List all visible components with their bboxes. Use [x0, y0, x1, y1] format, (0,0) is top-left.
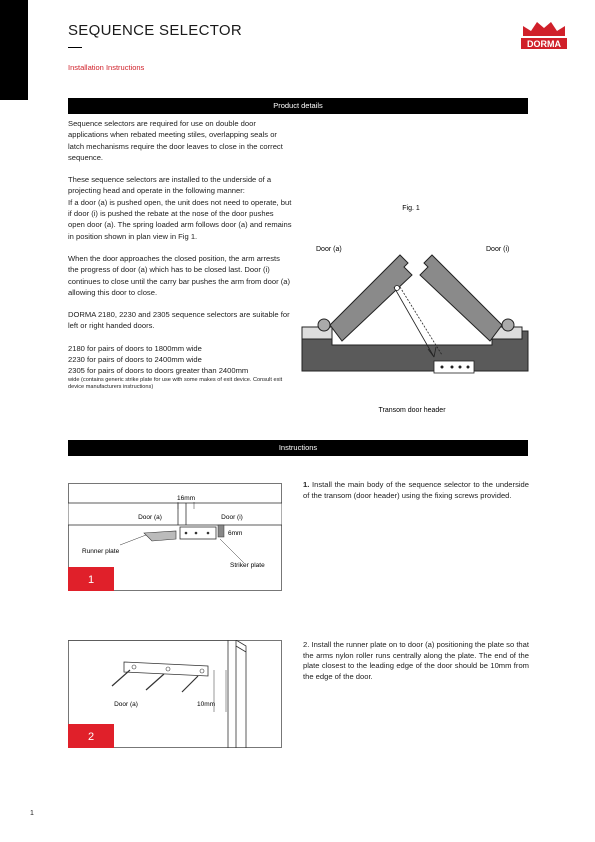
paragraph-3: If a door (a) is pushed open, the unit does not need to operate, but if door (i) is pushed the rebate at the nose of the door pushes open door (a). The spring loaded arm follows door (a) and remains in position shown in plan view in Fig 1.: [68, 197, 292, 241]
side-tab: [0, 0, 28, 100]
paragraph-1: Sequence selectors are required for use on double door applications when rebated meeting stiles, overlapping seals or latch mechanisms require the door leaves to close in the correct sequence.: [68, 119, 283, 162]
page-title: SEQUENCE SELECTOR: [68, 22, 243, 39]
step1-door-i-label: Door (i): [221, 514, 243, 521]
product-details-heading: Product details: [68, 98, 528, 114]
step2-door-a-label: Door (a): [114, 701, 138, 708]
step2-number: 2: [87, 731, 95, 743]
dim-6mm: 6mm: [228, 530, 243, 537]
product-description: [68, 118, 292, 391]
dim-10mm: 10mm: [196, 701, 216, 708]
step1-door-a-label: Door (a): [138, 514, 162, 521]
left-hinge: [318, 319, 330, 331]
paragraph-2: These sequence selectors are installed to the underside of a projecting head and operate in the following manner:: [68, 175, 272, 196]
step1-lead: 1.: [303, 480, 310, 489]
fig1-diagram: [296, 195, 536, 425]
fig1-transom-label: Transom door header: [378, 407, 446, 414]
fig1-door-i: [420, 255, 502, 341]
paragraph-5: DORMA 2180, 2230 and 2305 sequence selectors are suitable for left or right handed doors.: [68, 310, 290, 331]
dim-16mm: 16mm: [176, 495, 196, 502]
step2-text: 2. Install the runner plate on to door (a) positioning the plate so that the arms nylon roller runs centrally along the plate. The end of the plate closest to the leading edge of the door should be 10mm from the edge of the door.: [303, 640, 529, 682]
door-header: [68, 503, 282, 525]
instructions-heading: Instructions: [68, 440, 528, 456]
step1-body: Install the main body of the sequence selector to the underside of the transom (door header) using the fixing screws provided.: [303, 480, 529, 500]
fig1-door-i-label: Door (i): [486, 246, 510, 253]
striker-plate-label: Striker plate: [230, 562, 265, 569]
runner-plate-label: Runner plate: [82, 548, 120, 555]
page-number: 1: [30, 810, 34, 817]
fig1-caption: Fig. 1: [402, 205, 420, 212]
step1-number: 1: [87, 574, 95, 586]
step2-diagram: [68, 640, 282, 748]
fig1-door-a-label: Door (a): [316, 246, 342, 253]
right-hinge: [502, 319, 514, 331]
step1-diagram: [68, 483, 282, 591]
title-rule: [68, 47, 82, 48]
dorma-logo: [517, 18, 571, 52]
model-2230: 2230 for pairs of doors to 2400mm wide: [68, 355, 202, 365]
paragraph-4: When the door approaches the closed position, the arm arrests the progress of door (a) which has to be closed last. Door (i) continues to close until the carry bar pushes the arm from door (a) allowing this door to close.: [68, 253, 291, 297]
step1-text: [303, 480, 529, 501]
model-2180: 2180 for pairs of doors to 1800mm wide: [68, 343, 202, 353]
model-2305: 2305 for pairs of doors to doors greater than 2400mm: [68, 366, 249, 376]
fig1-door-a: [330, 255, 412, 341]
page-subtitle: Installation Instructions: [68, 63, 145, 72]
model-note: wide (contains generic strike plate for use with some makes of exit device. Consult exit device manufacturers instructions): [68, 376, 283, 391]
svg-text:DORMA: DORMA: [527, 39, 561, 49]
